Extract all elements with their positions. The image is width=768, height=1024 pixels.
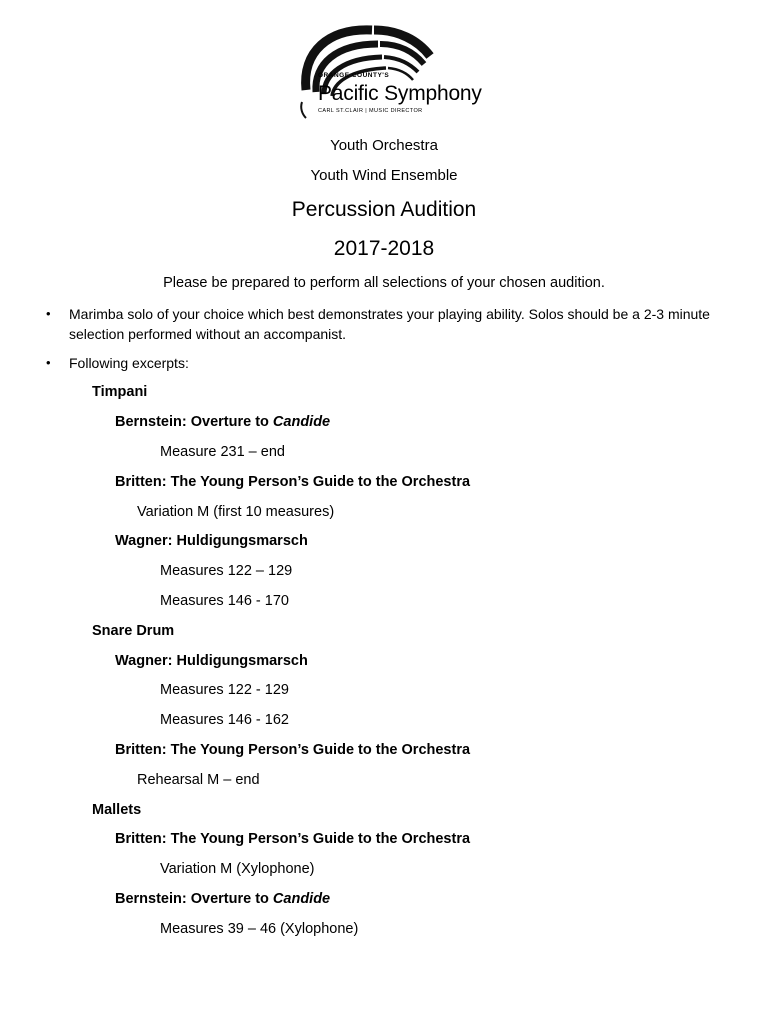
work-title-italic: Candide — [272, 891, 331, 907]
logo-name: Pacific Symphony — [318, 82, 482, 105]
youth-wind-ensemble-line: Youth Wind Ensemble — [310, 167, 458, 184]
work-title-wagner: Wagner: Huldigungsmarsch — [115, 653, 308, 669]
work-title-britten: Britten: The Young Person’s Guide to the Orchestra — [115, 742, 471, 758]
work-title-bernstein-candide — [115, 889, 330, 909]
logo-sub-line: CARL ST.CLAIR | MUSIC DIRECTOR — [318, 108, 423, 114]
work-title-prefix: Bernstein: Overture to — [115, 891, 273, 907]
bullet-marimba-solo: Marimba solo of your choice which best demonstrates your playing ability. Solos should be a 2-3 minute selection performed without an accompanist. — [69, 306, 710, 342]
measure-line: Measure 231 – end — [160, 444, 285, 460]
work-title-prefix: Bernstein: Overture to — [115, 414, 273, 430]
youth-orchestra-line: Youth Orchestra — [330, 137, 438, 154]
work-title-britten: Britten: The Young Person’s Guide to the Orchestra — [115, 831, 471, 847]
measure-line: Measures 122 – 129 — [160, 563, 293, 579]
measure-line: Measures 39 – 46 (Xylophone) — [160, 921, 359, 937]
measure-line: Variation M (first 10 measures) — [137, 504, 335, 520]
section-heading-snare-drum: Snare Drum — [92, 623, 175, 639]
measure-line: Measures 146 - 162 — [160, 712, 289, 728]
work-title-bernstein-candide — [115, 412, 330, 432]
pacific-symphony-logo — [288, 22, 482, 122]
work-title-italic: Candide — [272, 414, 331, 430]
page-title: Percussion Audition — [291, 198, 477, 221]
measure-line: Variation M (Xylophone) — [160, 861, 315, 877]
measure-line: Rehearsal M – end — [137, 772, 260, 788]
instructions-text: Please be prepared to perform all selections of your chosen audition. — [163, 275, 605, 291]
work-title-britten: Britten: The Young Person’s Guide to the Orchestra — [115, 474, 471, 490]
bullet-marker: • — [46, 306, 51, 321]
measure-line: Measures 146 - 170 — [160, 593, 289, 609]
bullet-marker: • — [46, 355, 51, 370]
section-heading-mallets: Mallets — [92, 802, 142, 818]
work-title-wagner: Wagner: Huldigungsmarsch — [115, 533, 308, 549]
section-heading-timpani: Timpani — [92, 384, 148, 400]
measure-line: Measures 122 - 129 — [160, 682, 289, 698]
season-title: 2017-2018 — [333, 237, 435, 260]
logo-top-line: ORANGE COUNTY'S — [318, 72, 390, 79]
bullet-following-excerpts: Following excerpts: — [69, 355, 189, 371]
